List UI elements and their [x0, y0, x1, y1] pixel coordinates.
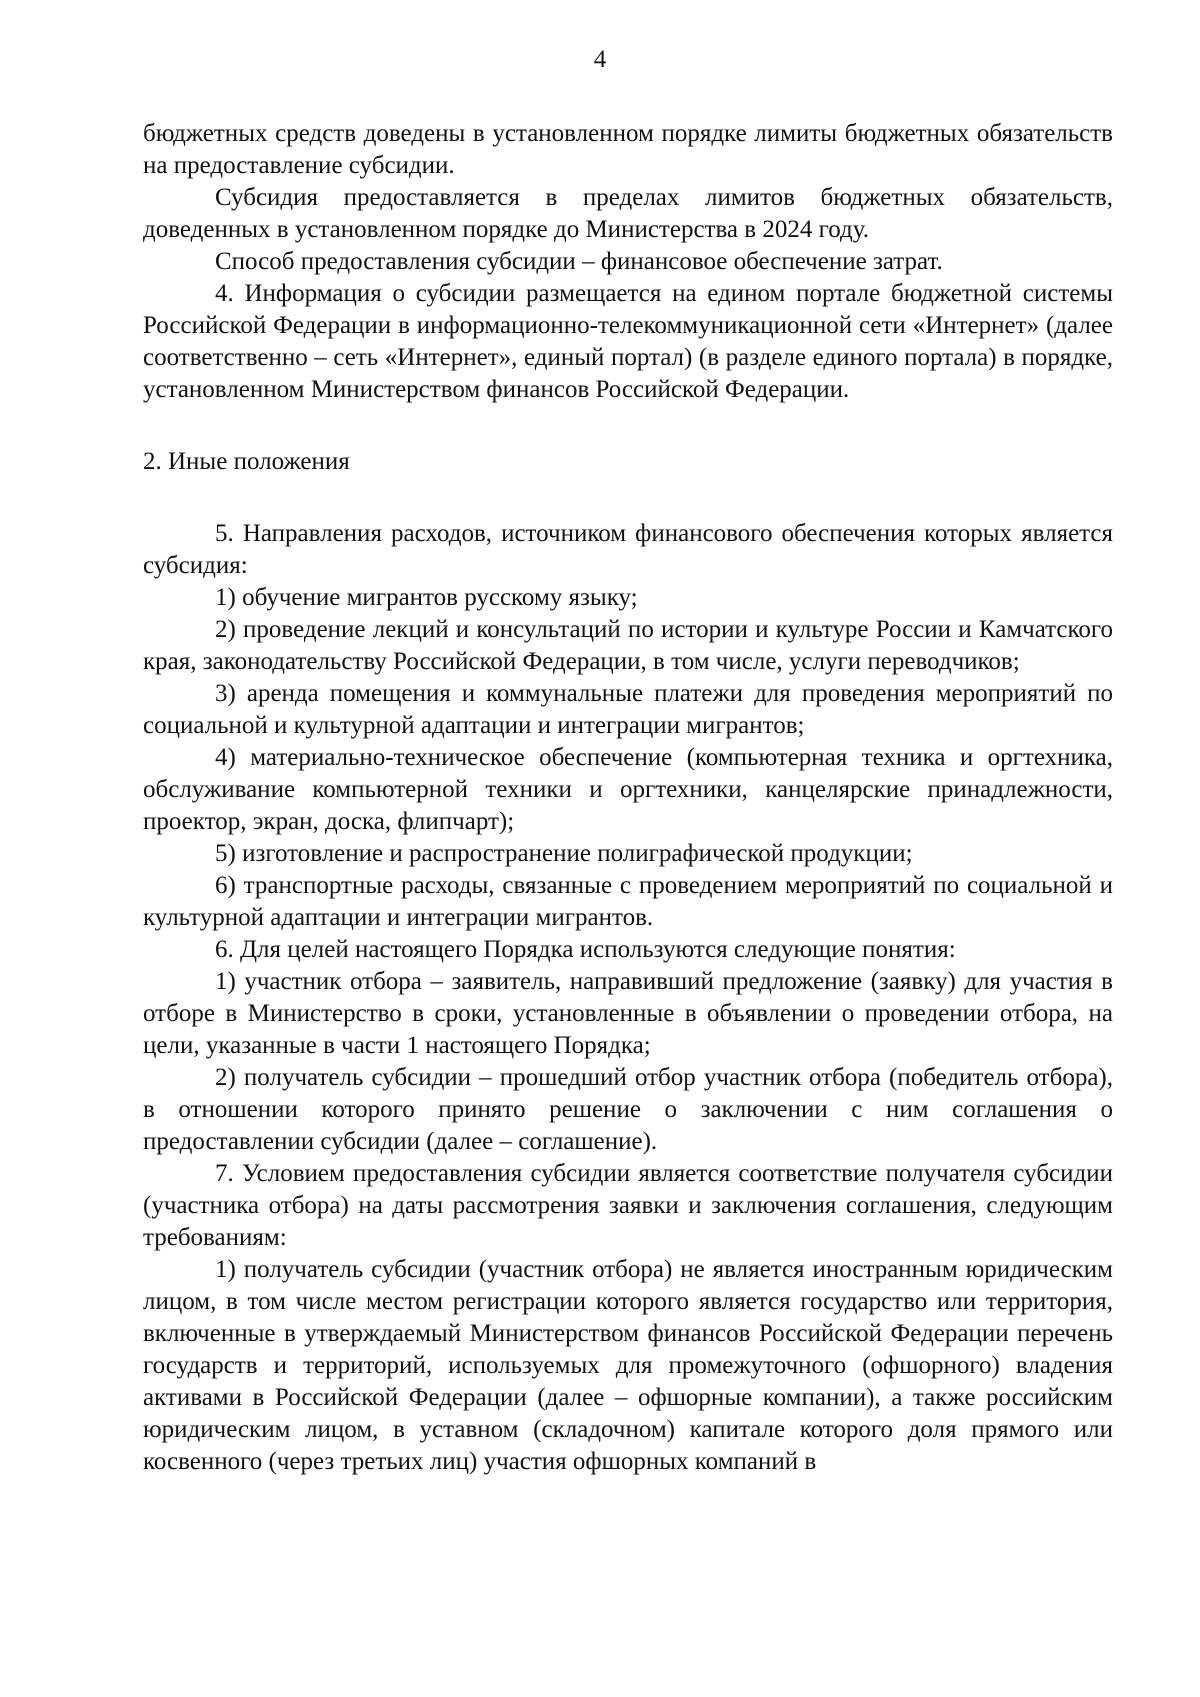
paragraph: 6. Для целей настоящего Порядка используются следующие понятия: — [215, 936, 956, 963]
paragraph: 3) аренда помещения и коммунальные платежи для проведения мероприятий по социальной и культурной адаптации и интеграции мигрантов; — [143, 680, 1113, 739]
paragraph: Способ предоставления субсидии – финансовое обеспечение затрат. — [215, 248, 943, 275]
paragraph: 2) получатель субсидии – прошедший отбор участник отбора (победитель отбора), в отношении которого принято решение о заключении с ним соглашения о предоставлении субсидии (далее – соглашение). — [143, 1064, 1113, 1155]
paragraph: 4. Информация о субсидии размещается на едином портале бюджетной системы Российской Федерации в информационно-телекоммуникационной сети «Интернет» (далее соответственно – сеть «Интернет», единый портал) (в разделе единого портала) в порядке, установленном Министерством финансов Российской Федерации. — [143, 280, 1113, 403]
paragraph: 1) получатель субсидии (участник отбора) не является иностранным юридическим лицом, в том числе местом регистрации которого является государство или территория, включенные в утверждаемый Министерством финансов Российской Федерации перечень государств и территорий, используемых для промежуточного (офшорного) владения активами в Российской Федерации (далее – офшорные компании), а также российским юридическим лицом, в уставном (складочном) капитале которого доля прямого или косвенного (через третьих лиц) участия офшорных компаний в — [143, 1256, 1113, 1475]
paragraphs-before — [143, 118, 1113, 406]
paragraphs-after — [143, 518, 1113, 1478]
paragraph: 4) материально-техническое обеспечение (компьютерная техника и оргтехника, обслуживание компьютерной техники и оргтехники, канцелярские принадлежности, проектор, экран, доска, флипчарт); — [143, 744, 1113, 835]
paragraph: 1) обучение мигрантов русскому языку; — [215, 584, 638, 611]
paragraph: 5. Направления расходов, источником финансового обеспечения которых является субсидия: — [143, 520, 1113, 579]
document-body — [143, 118, 1113, 1478]
paragraph: 6) транспортные расходы, связанные с проведением мероприятий по социальной и культурной адаптации и интеграции мигрантов. — [143, 872, 1113, 931]
page-number: 4 — [593, 46, 607, 73]
paragraph: 5) изготовление и распространение полиграфической продукции; — [215, 840, 913, 867]
paragraph: Субсидия предоставляется в пределах лимитов бюджетных обязательств, доведенных в установленном порядке до Министерства в 2024 году. — [143, 184, 1113, 243]
paragraph: 7. Условием предоставления субсидии является соответствие получателя субсидии (участника отбора) на даты рассмотрения заявки и заключения соглашения, следующим требованиям: — [143, 1160, 1113, 1251]
paragraph: бюджетных средств доведены в установленном порядке лимиты бюджетных обязательств на предоставление субсидии. — [143, 120, 1113, 179]
section-heading: 2. Иные положения — [143, 448, 350, 475]
paragraph: 1) участник отбора – заявитель, направивший предложение (заявку) для участия в отборе в Министерство в сроки, установленные в объявлении о проведении отбора, на цели, указанные в части 1 настоящего Порядка; — [143, 968, 1113, 1059]
paragraph: 2) проведение лекций и консультаций по истории и культуре России и Камчатского края, законодательству Российской Федерации, в том числе, услуги переводчиков; — [143, 616, 1113, 675]
